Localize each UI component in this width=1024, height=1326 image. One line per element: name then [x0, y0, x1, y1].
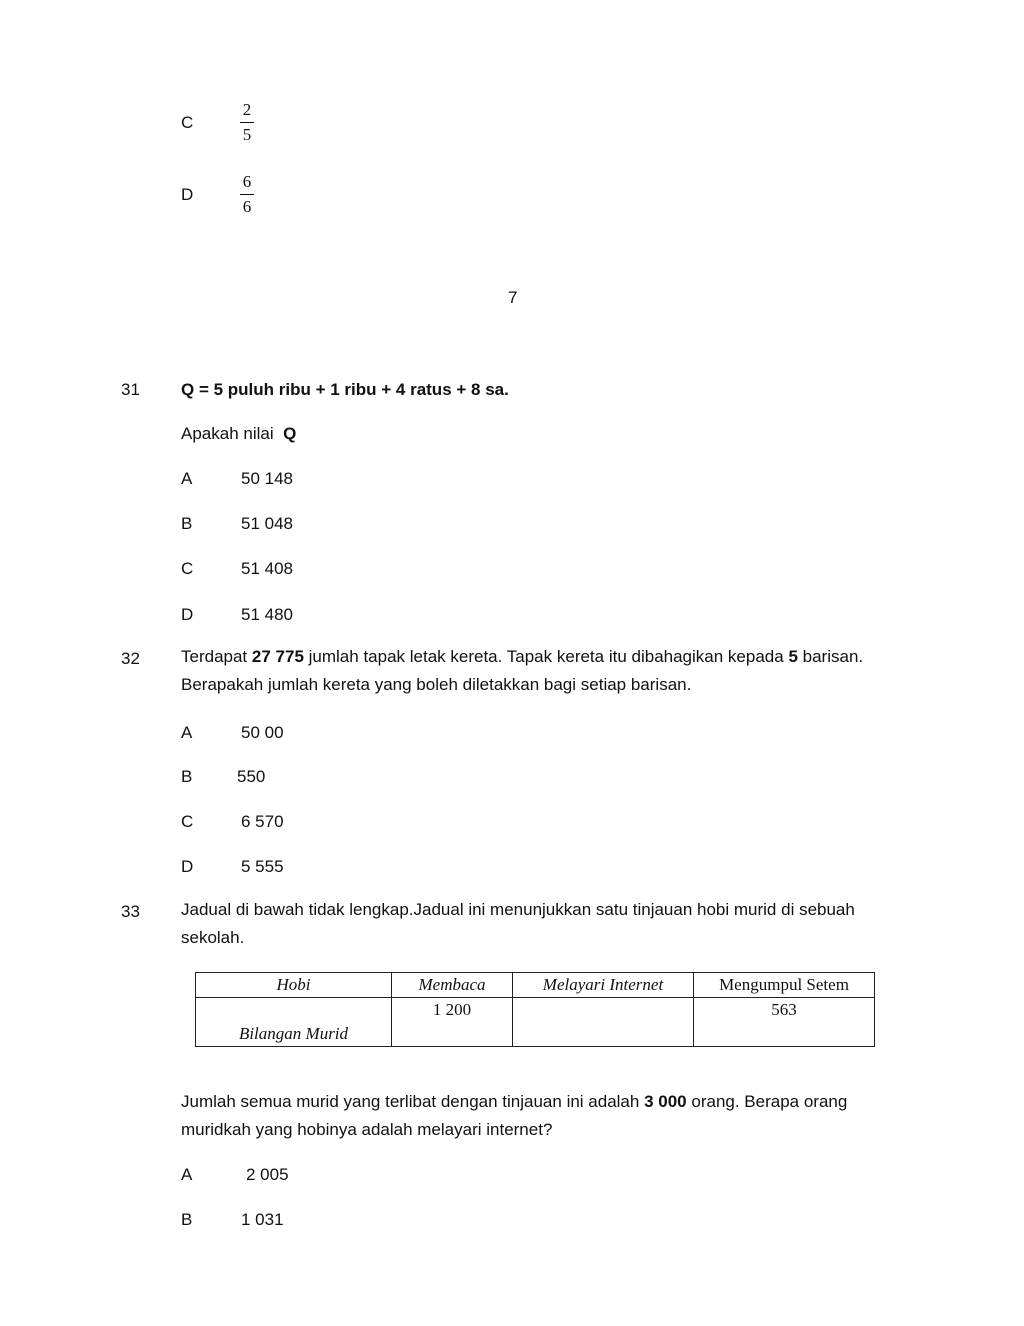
q32-option-b-value: 550 — [237, 767, 266, 786]
q31-stem: Q = 5 puluh ribu + 1 ribu + 4 ratus + 8 sa. — [181, 380, 509, 399]
q33-option-b-letter: B — [181, 1210, 193, 1229]
fraction-denominator: 5 — [242, 125, 252, 144]
hobby-table — [195, 972, 875, 1047]
q33-option-a-letter: A — [181, 1165, 193, 1184]
fraction-numerator: 6 — [240, 172, 254, 195]
q32-option-a-letter: A — [181, 723, 193, 742]
option-letter-c: C — [181, 113, 194, 132]
q31-option-b-letter: B — [181, 514, 193, 533]
question-number-31: 31 — [121, 380, 140, 399]
q31-option-c-letter: C — [181, 559, 194, 578]
q32-option-b-letter: B — [181, 767, 193, 786]
q32-option-c-value: 6 570 — [241, 812, 284, 831]
q32-option-c-letter: C — [181, 812, 194, 831]
fraction-option-d — [240, 172, 254, 217]
q32-stem — [181, 643, 881, 699]
table-row-label: Bilangan Murid — [196, 998, 392, 1047]
fraction-option-c — [240, 100, 254, 145]
q33-text-a: Jumlah semua murid yang terlibat dengan tinjauan ini adalah — [181, 1092, 640, 1111]
table-header-cell: Melayari Internet — [513, 973, 694, 998]
page-number: 7 — [508, 288, 518, 307]
q33-text-b: orang. Berapa orang muridkah yang hobinya adalah melayari internet? — [181, 1092, 848, 1139]
table-header-cell: Hobi — [196, 973, 392, 998]
fraction-denominator: 6 — [242, 197, 252, 216]
question-number-33: 33 — [121, 902, 140, 921]
q32-text-b: jumlah tapak letak kereta. Tapak kereta itu dibahagikan kepada — [308, 647, 784, 666]
q31-prompt-variable: Q — [283, 424, 297, 443]
q31-prompt-text: Apakah nilai — [181, 424, 274, 443]
q33-option-b-value: 1 031 — [241, 1210, 284, 1229]
q33-option-a-value: 2 005 — [246, 1165, 289, 1184]
q32-option-d-letter: D — [181, 857, 194, 876]
q33-bold-a: 3 000 — [644, 1092, 687, 1111]
q32-text-a: Terdapat — [181, 647, 248, 666]
table-header-cell: Membaca — [392, 973, 513, 998]
q32-option-d-value: 5 555 — [241, 857, 284, 876]
q33-intro: Jadual di bawah tidak lengkap.Jadual ini menunjukkan satu tinjauan hobi murid di sebuah sekolah. — [181, 900, 855, 947]
q31-option-c-value: 51 408 — [241, 559, 293, 578]
q33-question — [181, 1088, 871, 1144]
table-header-row — [196, 973, 875, 998]
option-letter-d: D — [181, 185, 194, 204]
table-cell-empty — [513, 998, 694, 1047]
fraction-numerator: 2 — [240, 100, 254, 123]
table-cell: 563 — [694, 998, 875, 1047]
q31-option-b-value: 51 048 — [241, 514, 293, 533]
q31-option-d-letter: D — [181, 605, 194, 624]
q31-prompt — [181, 424, 296, 444]
q32-bold-a: 27 775 — [251, 647, 304, 666]
q31-option-a-value: 50 148 — [241, 469, 293, 488]
table-cell: 1 200 — [392, 998, 513, 1047]
q31-option-d-value: 51 480 — [241, 605, 293, 624]
q32-option-a-value: 50 00 — [241, 723, 284, 742]
table-header-cell: Mengumpul Setem — [694, 973, 875, 998]
q32-text-c: barisan. Berapakah jumlah kereta yang boleh diletakkan bagi setiap barisan. — [181, 647, 864, 694]
q31-option-a-letter: A — [181, 469, 193, 488]
table-row — [196, 998, 875, 1047]
question-number-32: 32 — [121, 649, 140, 668]
q32-bold-b: 5 — [788, 647, 798, 666]
